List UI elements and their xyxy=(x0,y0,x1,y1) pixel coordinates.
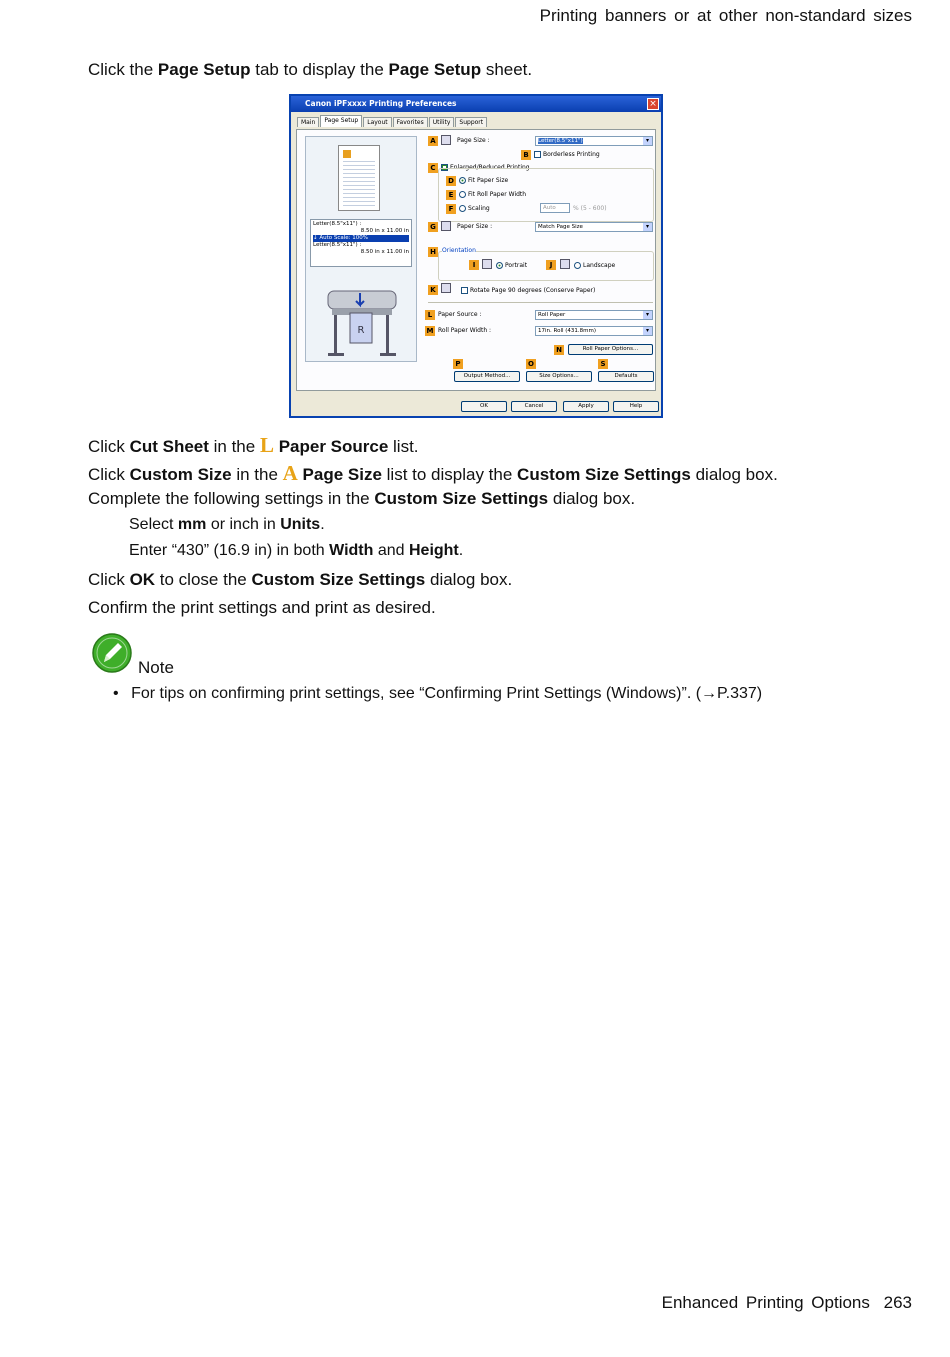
badge-o: O xyxy=(526,359,536,369)
svg-text:R: R xyxy=(357,325,365,336)
badge-g: G xyxy=(428,222,438,232)
printer-illustration xyxy=(322,283,402,359)
dialog-tabs xyxy=(297,117,487,127)
roll-width-select[interactable]: 17in. Roll (431.8mm) ▾ xyxy=(535,326,653,336)
running-footer xyxy=(662,1293,912,1313)
paper-size-select[interactable]: Match Page Size ▾ xyxy=(535,222,653,232)
badge-p: P xyxy=(453,359,463,369)
dialog-title: Canon iPFxxxx Printing Preferences xyxy=(291,96,661,112)
paper-size-icon xyxy=(441,221,451,231)
roll-width-label: Roll Paper Width : xyxy=(438,327,492,334)
badge-h: H xyxy=(428,247,438,257)
running-header: Printing banners or at other non-standard sizes xyxy=(539,6,912,25)
help-button[interactable]: Help xyxy=(613,401,659,412)
roll-paper-options-button[interactable]: Roll Paper Options... xyxy=(568,344,653,355)
badge-b: B xyxy=(521,150,531,160)
close-icon: × xyxy=(647,98,659,110)
size-info-box: Letter(8.5"x11") : 8.50 in x 11.00 in ↓ Auto Scale: 100% Letter(8.5"x11") : 8.50 in x 11.00 in xyxy=(310,219,412,267)
paper-source-select[interactable]: Roll Paper ▾ xyxy=(535,310,653,320)
note-bullet-item xyxy=(113,685,762,703)
page-size-select[interactable]: Letter(8.5"x11") ▾ xyxy=(535,136,653,146)
portrait-icon xyxy=(482,259,492,269)
defaults-button[interactable]: Defaults xyxy=(598,371,654,382)
tab-main: Main xyxy=(297,117,319,127)
rotate-checkbox[interactable]: Rotate Page 90 degrees (Conserve Paper) xyxy=(461,287,595,294)
badge-j: J xyxy=(546,260,556,270)
rotate-icon xyxy=(441,283,451,293)
badge-k: K xyxy=(428,285,438,295)
scaling-input[interactable]: Auto xyxy=(540,203,570,213)
landscape-radio[interactable]: Landscape xyxy=(574,262,615,269)
badge-m: M xyxy=(426,327,434,335)
borderless-checkbox[interactable]: Borderless Printing xyxy=(534,151,600,158)
note-label: Note xyxy=(138,658,174,677)
ok-button[interactable]: OK xyxy=(461,401,507,412)
badge-f: F xyxy=(446,204,456,214)
page-number: 263 xyxy=(883,1293,912,1312)
page-setup-pane xyxy=(296,129,656,391)
fit-paper-size-radio[interactable]: Fit Paper Size xyxy=(459,177,508,184)
separator xyxy=(428,302,653,303)
badge-s: S xyxy=(598,359,608,369)
cancel-button[interactable]: Cancel xyxy=(511,401,557,412)
paper-source-label: Paper Source : xyxy=(438,311,482,318)
badge-c: C xyxy=(428,163,438,173)
tab-support: Support xyxy=(455,117,487,127)
badge-e: E xyxy=(446,190,456,200)
paper-size-label: Paper Size : xyxy=(457,223,493,230)
tab-page-setup: Page Setup xyxy=(320,115,362,127)
tab-utility: Utility xyxy=(429,117,455,127)
footer-section: Enhanced Printing Options xyxy=(661,1293,870,1312)
tab-favorites: Favorites xyxy=(393,117,428,127)
badge-l: L xyxy=(425,310,435,320)
badge-i: I xyxy=(469,260,479,270)
enlarged-reduced-checkbox[interactable]: Enlarged/Reduced Printing xyxy=(441,164,530,171)
preview-panel xyxy=(305,136,417,362)
note-text: For tips on confirming print settings, see “Confirming Print Settings (Windows)”. (→P.337) xyxy=(131,685,763,702)
badge-n: N xyxy=(554,345,564,355)
output-method-button[interactable]: Output Method... xyxy=(454,371,520,382)
letter-l-marker: L xyxy=(259,433,274,457)
page-preview-thumbnail xyxy=(338,145,380,211)
portrait-radio[interactable]: Portrait xyxy=(496,262,527,269)
tab-layout: Layout xyxy=(363,117,391,127)
scaling-radio[interactable]: Scaling xyxy=(459,205,490,212)
apply-button[interactable]: Apply xyxy=(563,401,609,412)
letter-a-marker: A xyxy=(282,461,298,485)
badge-d: D xyxy=(446,176,456,186)
orientation-label: Orientation xyxy=(442,247,476,254)
note-pencil-icon xyxy=(91,632,133,674)
fit-roll-paper-width-radio[interactable]: Fit Roll Paper Width xyxy=(459,191,526,198)
page-size-label: Page Size : xyxy=(457,137,490,144)
landscape-icon xyxy=(560,259,570,269)
badge-a: A xyxy=(428,136,438,146)
printing-preferences-dialog-screenshot xyxy=(289,94,663,418)
page-size-icon xyxy=(441,135,451,145)
scaling-range: % (5 - 600) xyxy=(573,205,607,212)
size-options-button[interactable]: Size Options... xyxy=(526,371,592,382)
bullet-marker: • xyxy=(113,685,119,702)
